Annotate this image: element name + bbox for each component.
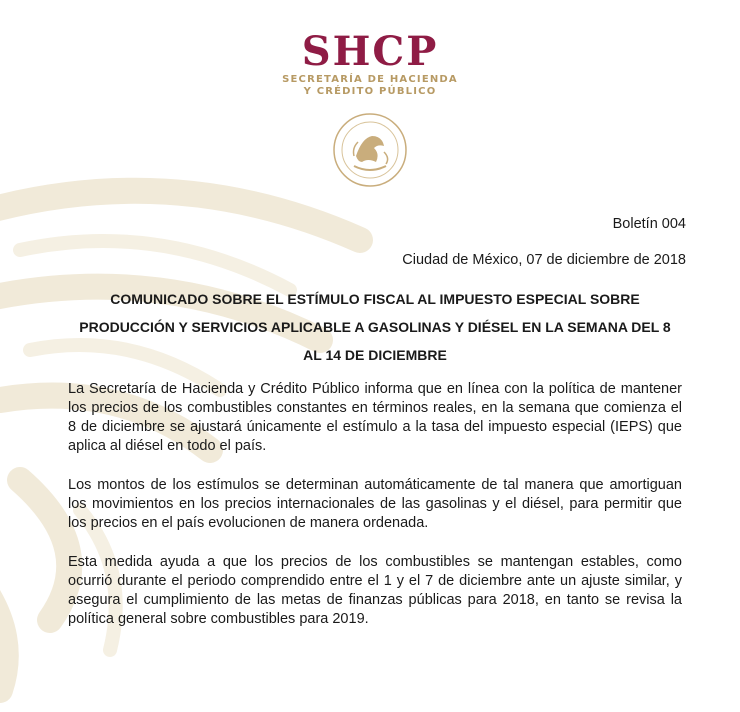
- bulletin-number: Boletín 004: [612, 216, 686, 232]
- shcp-logo: SHCP: [301, 28, 439, 75]
- logo-subtitle-line2: Y CRÉDITO PÚBLICO: [303, 86, 437, 97]
- logo-subtitle-line1: SECRETARÍA DE HACIENDA: [282, 74, 458, 85]
- paragraph-2: Los montos de los estímulos se determinan automáticamente de tal manera que amortiguan los movimientos en los precios internacionales de las gasolinas y el diésel, para permitir que los precios en el país evolucionen de manera ordenada.: [68, 477, 682, 531]
- paragraph-1: La Secretaría de Hacienda y Crédito Público informa que en línea con la política de mantener los precios de los combustibles constantes en términos reales, en la semana que comienza el 8 de diciembre se ajustará únicamente el estímulo a la tasa del impuesto especial (IEPS) que aplica al diésel en todo el país.: [68, 381, 682, 454]
- dateline: Ciudad de México, 07 de diciembre de 2018: [402, 252, 686, 268]
- body-text: [68, 380, 682, 649]
- national-seal-icon: [332, 112, 408, 188]
- header: [0, 30, 740, 188]
- paragraph-3: Esta medida ayuda a que los precios de los combustibles se mantengan estables, como ocurrió durante el periodo comprendido entre el 1 y el 7 de diciembre ante un ajuste similar, y asegura el cumplimiento de las metas de finanzas públicas para 2018, en tanto se revisa la política general sobre combustibles para 2019.: [68, 554, 682, 627]
- headline: COMUNICADO SOBRE EL ESTÍMULO FISCAL AL IMPUESTO ESPECIAL SOBRE PRODUCCIÓN Y SERVICIOS APLICABLE A GASOLINAS Y DIÉSEL EN LA SEMANA DEL 8 AL 14 DE DICIEMBRE: [79, 291, 671, 363]
